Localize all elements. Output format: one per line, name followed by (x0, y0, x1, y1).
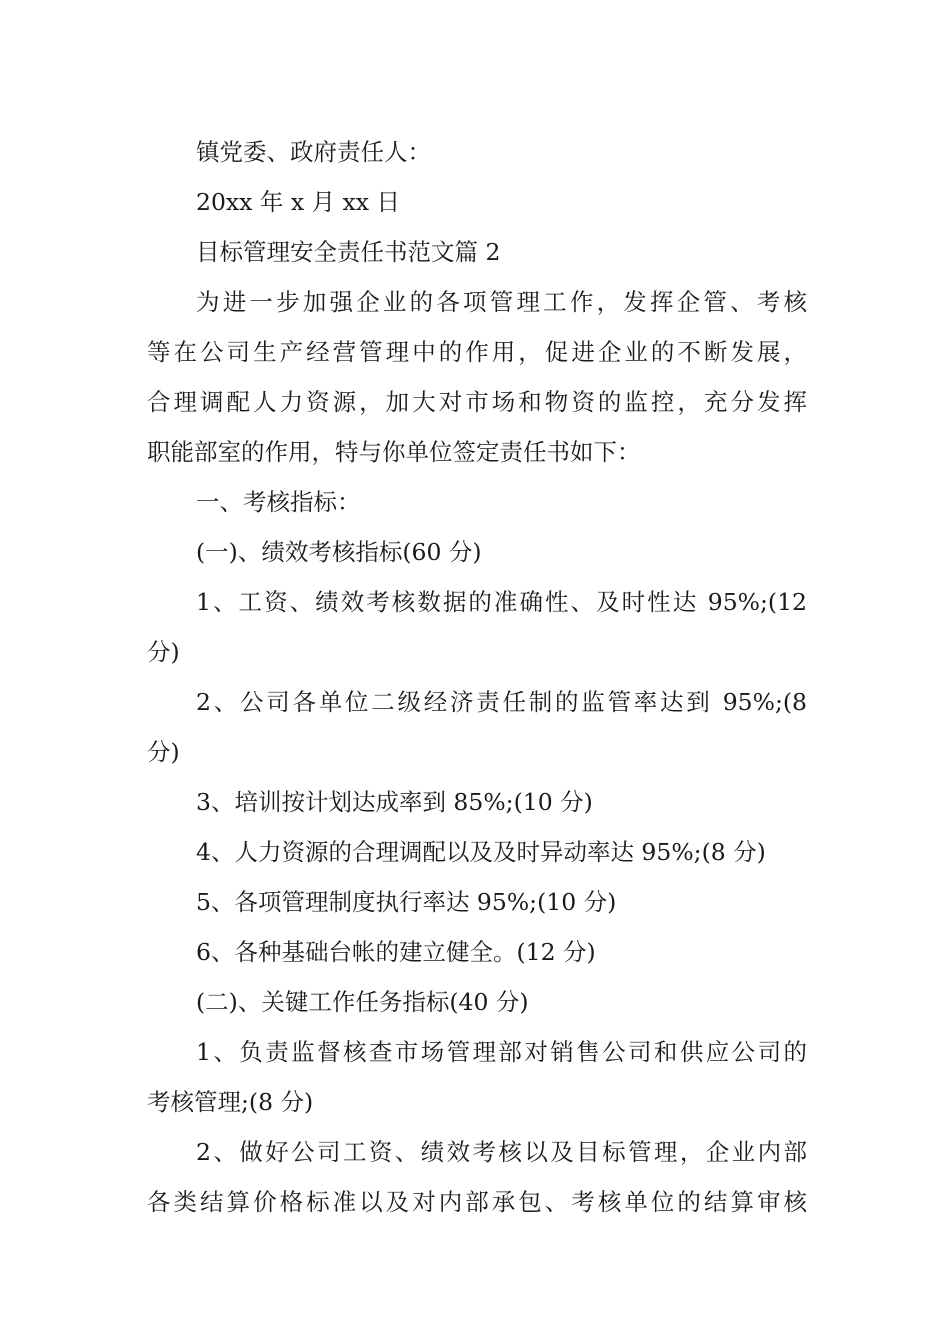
subheading-line: (一)、绩效考核指标(60 分) (196, 538, 482, 566)
signature-line: 镇党委、政府责任人： (196, 138, 431, 166)
list-item-continuation: 分) (147, 638, 180, 666)
list-item: 2、做好公司工资、绩效考核以及目标管理，企业内部 (196, 1138, 807, 1166)
paragraph-line: 为进一步加强企业的各项管理工作，发挥企管、考核 (196, 288, 807, 316)
list-item: 5、各项管理制度执行率达 95%;(10 分) (196, 888, 617, 916)
list-item: 1、负责监督核查市场管理部对销售公司和供应公司的 (196, 1038, 807, 1066)
list-item: 1、工资、绩效考核数据的准确性、及时性达 95%;(12 (196, 588, 807, 616)
list-item: 2、公司各单位二级经济责任制的监管率达到 95%;(8 (196, 688, 807, 716)
list-item-continuation: 各类结算价格标准以及对内部承包、考核单位的结算审核 (147, 1188, 807, 1216)
subheading-line: (二)、关键工作任务指标(40 分) (196, 988, 529, 1016)
heading-line: 一、考核指标： (196, 488, 361, 516)
section-title: 目标管理安全责任书范文篇 2 (196, 238, 501, 266)
list-item: 3、培训按计划达成率到 85%;(10 分) (196, 788, 593, 816)
paragraph-line: 职能部室的作用，特与你单位签定责任书如下： (147, 438, 641, 466)
paragraph-line: 合理调配人力资源，加大对市场和物资的监控，充分发挥 (147, 388, 807, 416)
list-item: 4、人力资源的合理调配以及及时异动率达 95%;(8 分) (196, 838, 766, 866)
list-item: 6、各种基础台帐的建立健全。(12 分) (196, 938, 596, 966)
list-item-continuation: 分) (147, 738, 180, 766)
list-item-continuation: 考核管理;(8 分) (147, 1088, 314, 1116)
paragraph-line: 等在公司生产经营管理中的作用，促进企业的不断发展， (147, 338, 807, 366)
date-line: 20xx 年 x 月 xx 日 (196, 188, 401, 216)
